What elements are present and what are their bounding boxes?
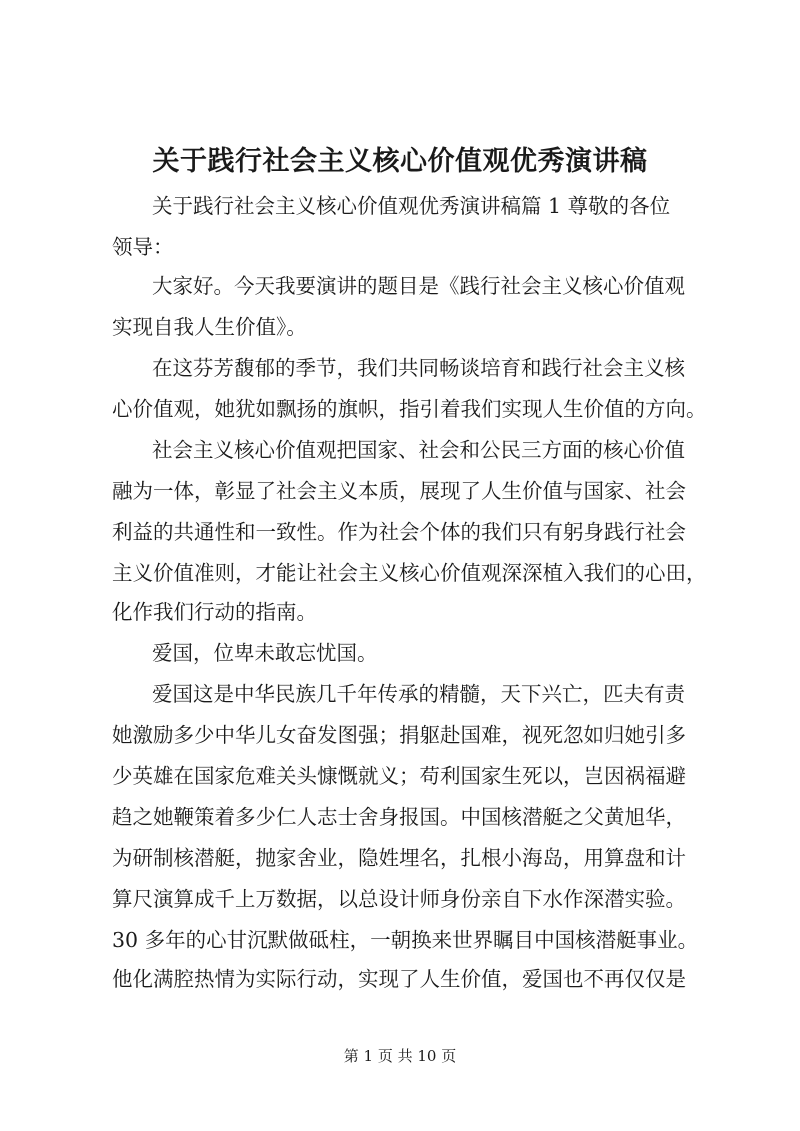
body-line: 心价值观，她犹如飘扬的旗帜，指引着我们实现人生价值的方向。: [112, 397, 707, 421]
body-line: 30 多年的心甘沉默做砥柱，一朝换来世界瞩目中国核潜艇事业。: [112, 928, 699, 952]
body-line: 算尺演算成千上万数据，以总设计师身份亲自下水作深潜实验。: [112, 887, 686, 911]
body-line: 主义价值准则，才能让社会主义核心价值观深深植入我们的心田，: [112, 561, 707, 585]
body-line: 利益的共通性和一致性。作为社会个体的我们只有躬身践行社会: [112, 520, 686, 544]
body-line: 关于践行社会主义核心价值观优秀演讲稿篇 1 尊敬的各位: [152, 194, 671, 218]
body-line: 实现自我人生价值》。: [112, 315, 307, 339]
body-line: 社会主义核心价值观把国家、社会和公民三方面的核心价值: [152, 438, 685, 462]
body-line: 领导：: [112, 235, 174, 259]
body-line: 为研制核潜艇，抛家舍业，隐姓埋名，扎根小海岛，用算盘和计: [112, 846, 686, 870]
body-line: 她激励多少中华儿女奋发图强；捐躯赴国难，视死忽如归她引多: [112, 723, 686, 747]
body-line: 爱国这是中华民族几千年传承的精髓，天下兴亡，匹夫有责: [152, 682, 685, 706]
body-line: 趋之她鞭策着多少仁人志士舍身报国。中国核潜艇之父黄旭华，: [112, 805, 686, 829]
body-line: 爱国，位卑未敢忘忧国。: [152, 641, 378, 665]
body-line: 大家好。今天我要演讲的题目是《践行社会主义核心价值观: [152, 274, 685, 298]
body-line: 少英雄在国家危难关头慷慨就义；苟利国家生死以，岂因祸福避: [112, 764, 686, 788]
body-line: 在这芬芳馥郁的季节，我们共同畅谈培育和践行社会主义核: [152, 356, 685, 380]
body-line: 融为一体，彰显了社会主义本质，展现了人生价值与国家、社会: [112, 479, 686, 503]
body-line: 他化满腔热情为实际行动，实现了人生价值，爱国也不再仅仅是: [112, 967, 686, 991]
body-line: 化作我们行动的指南。: [112, 600, 317, 624]
page-footer: 第 1 页 共 10 页: [343, 1047, 457, 1065]
document-title: 关于践行社会主义核心价值观优秀演讲稿: [152, 146, 648, 177]
